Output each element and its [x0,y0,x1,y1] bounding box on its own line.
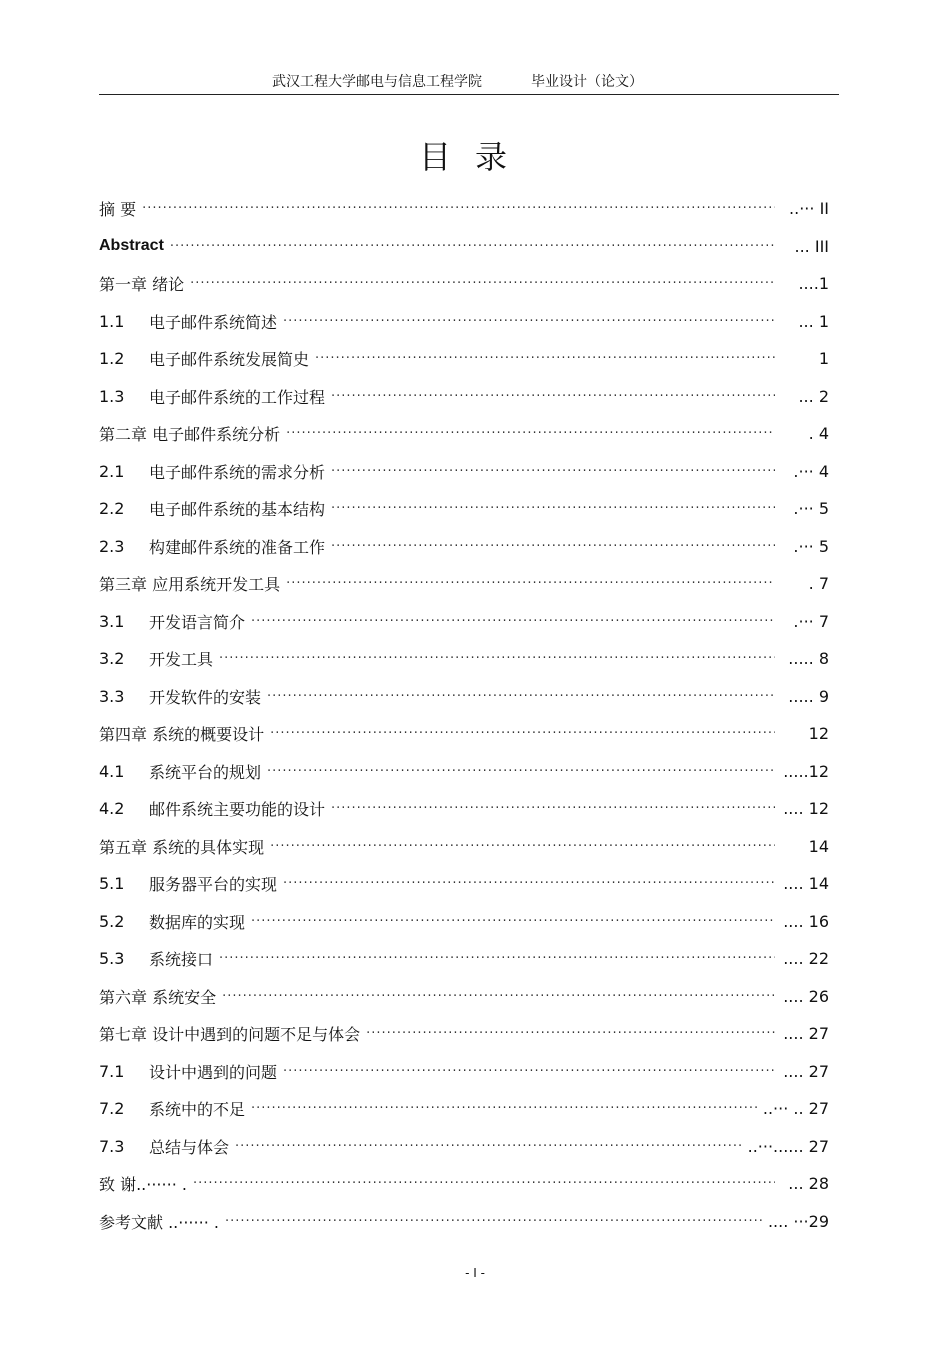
toc-entry[interactable] [99,640,829,678]
toc-entry[interactable] [99,265,829,303]
toc-dot-leader [267,764,775,779]
toc-entry-title: 电子邮件系统的基本结构 [149,500,326,520]
toc-dot-leader [170,239,775,254]
toc-entry-page: ... 1 [798,311,829,331]
toc-entry[interactable] [99,228,829,266]
toc-entry[interactable] [99,1128,829,1166]
toc-dot-leader [270,726,775,741]
toc-entry-page: .... 27 [783,1024,829,1044]
toc-entry-title: 开发工具 [149,650,214,670]
toc-dot-leader [267,689,775,704]
toc-dot-leader [331,801,775,816]
toc-dot-leader [251,614,775,629]
toc-entry-number: 1.1 [99,311,125,331]
toc-entry-title: 第四章 系统的概要设计 [99,725,265,745]
header-thesis-label: 毕业设计（论文） [531,74,643,90]
toc-entry-title: 第一章 绪论 [99,275,185,295]
toc-entry-page: .... 14 [783,874,829,894]
toc-entry-title: 电子邮件系统的需求分析 [149,462,326,482]
toc-entry[interactable] [99,1053,829,1091]
toc-entry[interactable] [99,603,829,641]
toc-entry-number: 4.2 [99,799,125,819]
toc-dot-leader [283,876,775,891]
toc-entry-page: ....1 [798,274,829,294]
toc-entry[interactable] [99,1090,829,1128]
toc-entry[interactable] [99,340,829,378]
toc-entry-page: ... 28 [788,1174,829,1194]
toc-dot-leader [251,1101,757,1116]
toc-dot-leader [251,914,775,929]
toc-entry-page: .··· 5 [793,536,829,556]
toc-entry[interactable] [99,715,829,753]
toc-dot-leader [283,1064,775,1079]
toc-entry[interactable] [99,453,829,491]
toc-dot-leader [142,201,775,216]
toc-entry-number: 3.1 [99,611,125,631]
toc-dot-leader [315,351,775,366]
toc-entry-title: 设计中遇到的问题 [149,1062,278,1082]
toc-entry-title: 致 谢..······ . [99,1175,187,1195]
page-number: - I - [465,1266,485,1280]
toc-entry-number: 1.2 [99,349,125,369]
toc-entry-page: 12 [808,724,829,744]
toc-entry-title: 数据库的实现 [149,912,246,932]
toc-entry-number: 3.2 [99,649,125,669]
toc-entry[interactable] [99,1015,829,1053]
toc-dot-leader [219,951,775,966]
toc-entry-page: ..... 8 [788,649,829,669]
toc-entry-page: .....12 [783,761,829,781]
page-header [99,68,839,95]
toc-entry-title: 总结与体会 [149,1137,230,1157]
toc-entry-title: 系统中的不足 [149,1100,246,1120]
toc-entry-page: ..··· II [789,199,829,219]
toc-entry-page: .... 27 [783,1061,829,1081]
toc-dot-leader [331,501,775,516]
toc-entry-title: 开发语言简介 [149,612,246,632]
toc-entry-number: 2.1 [99,461,125,481]
toc-entry-title: 第七章 设计中遇到的问题不足与体会 [99,1025,361,1045]
toc-entry-page: .... 26 [783,986,829,1006]
toc-entry[interactable] [99,790,829,828]
toc-entry[interactable] [99,978,829,1016]
toc-entry-title: Abstract [99,237,164,255]
toc-entry[interactable] [99,190,829,228]
toc-entry-title: 电子邮件系统发展简史 [149,350,310,370]
toc-entry-title: 邮件系统主要功能的设计 [149,800,326,820]
toc-entry-page: .... 12 [783,799,829,819]
toc-dot-leader [225,1214,762,1229]
toc-entry-page: .··· 4 [793,461,829,481]
toc-dot-leader [331,464,775,479]
toc-entry[interactable] [99,940,829,978]
toc-entry-number: 5.2 [99,911,125,931]
toc-entry[interactable] [99,865,829,903]
toc-entry[interactable] [99,828,829,866]
toc-dot-leader [222,989,775,1004]
toc-entry[interactable] [99,678,829,716]
toc-entry-page: .··· 5 [793,499,829,519]
toc-entry-number: 2.3 [99,536,125,556]
toc-entry-number: 2.2 [99,499,125,519]
toc-dot-leader [190,276,775,291]
toc-entry-page: .··· 7 [793,611,829,631]
header-school: 武汉工程大学邮电与信息工程学院 [272,74,482,90]
toc-entry-number: 1.3 [99,386,125,406]
toc-dot-leader [286,576,775,591]
toc-entry-page: 14 [808,836,829,856]
toc-dot-leader [331,539,775,554]
toc-entry-number: 4.1 [99,761,125,781]
toc-entry-page: ..···...... 27 [747,1136,829,1156]
toc-entry[interactable] [99,1203,829,1241]
toc-entry-page: ..··· .. 27 [762,1099,829,1119]
toc-entry-title: 电子邮件系统的工作过程 [149,387,326,407]
toc-entry-number: 5.1 [99,874,125,894]
toc-entry[interactable] [99,490,829,528]
toc-entry-page: .... 22 [783,949,829,969]
toc-entry-page: . 4 [808,424,829,444]
toc-dot-leader [366,1026,775,1041]
toc-dot-leader [283,314,775,329]
toc-entry-title: 参考文献 ..······ . [99,1212,219,1232]
toc-entry-number: 7.3 [99,1136,125,1156]
toc-entry-title: 电子邮件系统简述 [149,312,278,332]
toc-entry-page: ... 2 [798,386,829,406]
toc-entry[interactable] [99,903,829,941]
toc-dot-leader [235,1139,742,1154]
toc-entry-title: 第三章 应用系统开发工具 [99,575,281,595]
toc-dot-leader [193,1176,775,1191]
toc-entry[interactable] [99,378,829,416]
toc-entry[interactable] [99,528,829,566]
toc-entry-title: 服务器平台的实现 [149,875,278,895]
toc-dot-leader [219,651,775,666]
toc-entry-title: 第二章 电子邮件系统分析 [99,425,281,445]
toc-entry-title: 第五章 系统的具体实现 [99,837,265,857]
toc-entry-title: 摘 要 [99,200,137,220]
toc-entry[interactable] [99,415,829,453]
toc-entry[interactable] [99,1165,829,1203]
toc-dot-leader [286,426,775,441]
toc-dot-leader [331,389,775,404]
toc-entry-number: 7.1 [99,1061,125,1081]
toc-entry-number: 5.3 [99,949,125,969]
table-of-contents [99,190,829,1240]
page-title: 目录 [418,138,531,176]
toc-entry-title: 构建邮件系统的准备工作 [149,537,326,557]
toc-entry-page: . 7 [808,574,829,594]
toc-entry-number: 3.3 [99,686,125,706]
toc-entry-title: 系统平台的规划 [149,762,262,782]
toc-entry-number: 7.2 [99,1099,125,1119]
toc-entry-title: 系统接口 [149,950,214,970]
toc-entry[interactable] [99,753,829,791]
toc-entry[interactable] [99,565,829,603]
toc-entry-title: 开发软件的安装 [149,687,262,707]
toc-entry-page: 1 [818,349,829,369]
toc-entry[interactable] [99,303,829,341]
toc-dot-leader [270,839,775,854]
toc-entry-page: ..... 9 [788,686,829,706]
toc-entry-page: .... 16 [783,911,829,931]
toc-entry-title: 第六章 系统安全 [99,987,217,1007]
toc-entry-page: .... ···29 [767,1211,829,1231]
toc-entry-page: ... III [794,236,829,256]
